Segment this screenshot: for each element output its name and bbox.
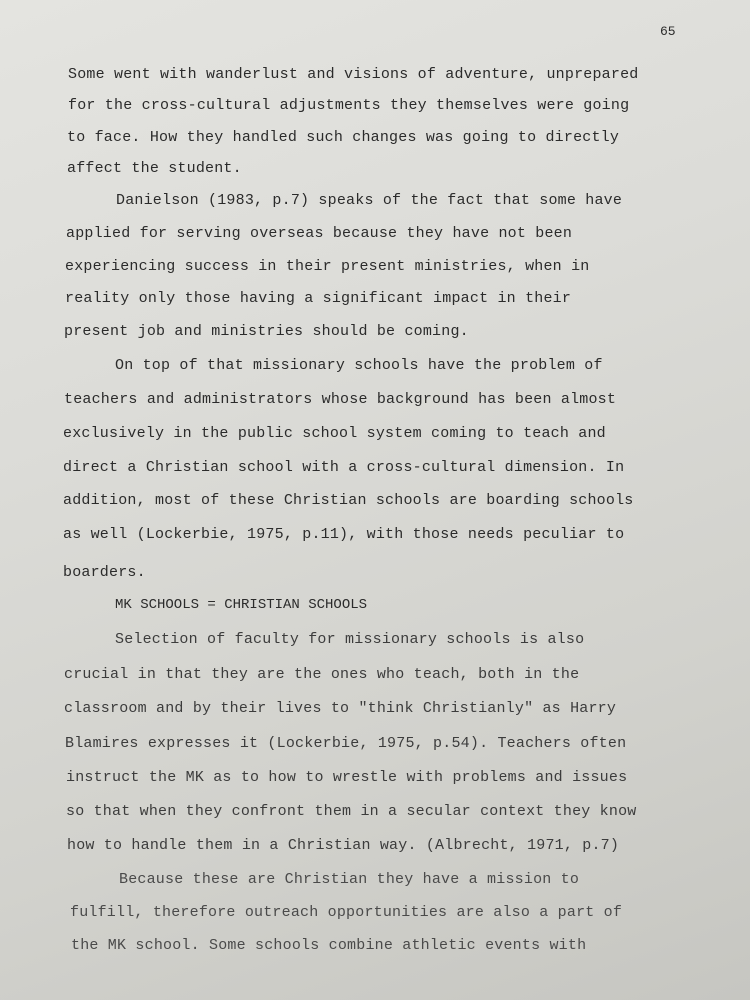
text-line: as well (Lockerbie, 1975, p.11), with those needs peculiar to bbox=[63, 526, 625, 543]
text-line: addition, most of these Christian schools are boarding schools bbox=[63, 492, 634, 509]
text-line: how to handle them in a Christian way. (Albrecht, 1971, p.7) bbox=[67, 837, 620, 854]
text-line: applied for serving overseas because they have not been bbox=[66, 225, 573, 242]
text-line: affect the student. bbox=[67, 160, 242, 177]
text-line: experiencing success in their present ministries, when in bbox=[65, 258, 590, 275]
text-line: classroom and by their lives to "think Christianly" as Harry bbox=[64, 700, 617, 717]
text-line: fulfill, therefore outreach opportunities are also a part of bbox=[70, 904, 623, 921]
text-line: to face. How they handled such changes was going to directly bbox=[67, 129, 620, 146]
text-line: so that when they confront them in a secular context they know bbox=[66, 803, 637, 820]
text-line: teachers and administrators whose background has been almost bbox=[64, 391, 617, 408]
paragraph-start: On top of that missionary schools have the problem of bbox=[115, 357, 603, 374]
page-number: 65 bbox=[660, 24, 676, 39]
section-heading: MK SCHOOLS = CHRISTIAN SCHOOLS bbox=[115, 597, 368, 613]
text-line: for the cross-cultural adjustments they themselves were going bbox=[68, 97, 630, 114]
text-line: Some went with wanderlust and visions of adventure, unprepared bbox=[68, 66, 639, 83]
text-line: direct a Christian school with a cross-cultural dimension. In bbox=[63, 459, 625, 476]
paragraph-start: Danielson (1983, p.7) speaks of the fact that some have bbox=[116, 192, 623, 209]
text-line: present job and ministries should be coming. bbox=[64, 323, 469, 340]
text-line: boarders. bbox=[63, 564, 146, 581]
paragraph-start: Selection of faculty for missionary schools is also bbox=[115, 631, 585, 648]
text-line: exclusively in the public school system coming to teach and bbox=[63, 425, 606, 442]
paragraph-start: Because these are Christian they have a mission to bbox=[119, 871, 580, 888]
text-line: Blamires expresses it (Lockerbie, 1975, p.54). Teachers often bbox=[65, 735, 627, 752]
text-line: reality only those having a significant impact in their bbox=[65, 290, 572, 307]
text-line: crucial in that they are the ones who teach, both in the bbox=[64, 666, 580, 683]
text-line: the MK school. Some schools combine athletic events with bbox=[71, 937, 587, 954]
text-line: instruct the MK as to how to wrestle with problems and issues bbox=[66, 769, 628, 786]
